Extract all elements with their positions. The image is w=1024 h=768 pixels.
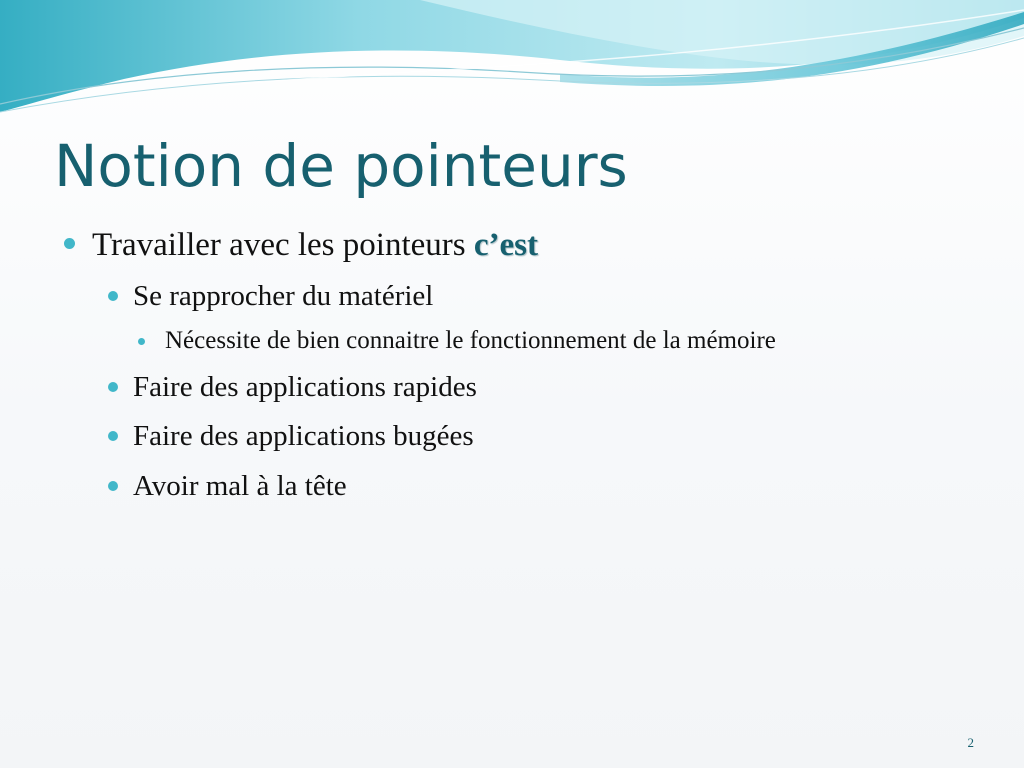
bullet-text: Nécessite de bien connaitre le fonctionnement de la mémoire [165,327,776,354]
bullet-text: Faire des applications bugées [133,420,474,452]
slide-title: Notion de pointeurs [54,132,628,200]
bullet-dot-icon [108,481,118,491]
bullet-text: Avoir mal à la tête [133,470,347,502]
bullet-dot-icon [108,382,118,392]
bullet-text: Se rapprocher du matériel [133,280,434,312]
page-number: 2 [967,735,974,750]
bullet-text: Travailler avec les pointeurs [92,227,474,263]
bullet-dot-icon [108,291,118,301]
bullet-text: Faire des applications rapides [133,371,477,403]
emphasis-text: c’est [473,227,538,263]
bullet-dot-icon [64,238,75,249]
bullet-dot-icon [108,431,118,441]
bullet-dot-icon [138,338,145,345]
